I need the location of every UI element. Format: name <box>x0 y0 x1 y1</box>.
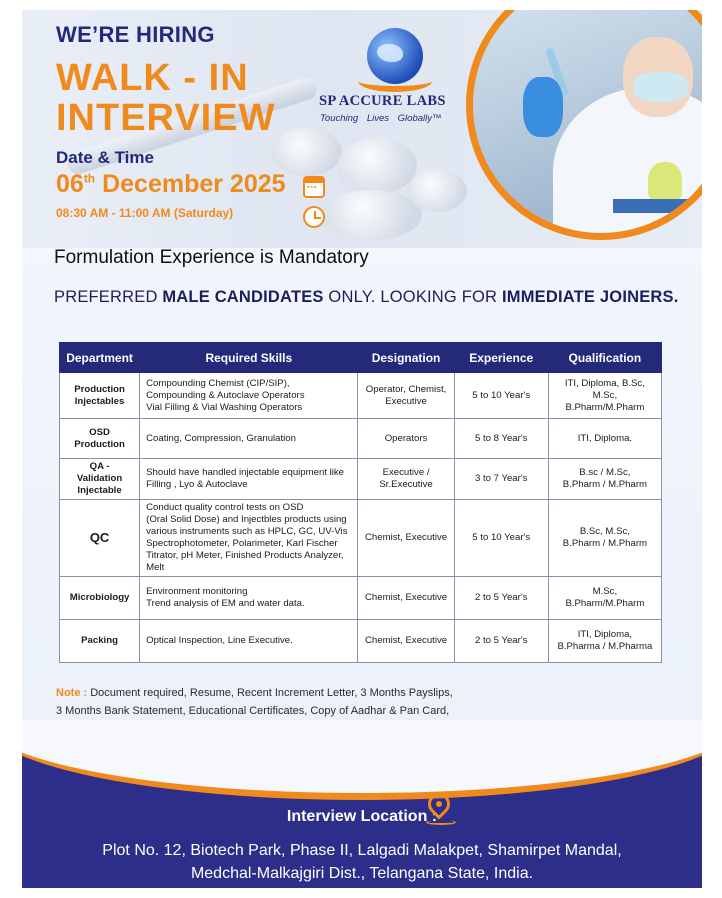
cell-line: B.Sc, M.Sc, <box>579 526 630 537</box>
table-row <box>60 577 662 620</box>
qualification-cell <box>548 373 661 419</box>
cell-line: Should have handled injectable equipment like <box>146 467 345 478</box>
skills-cell <box>140 459 358 500</box>
cell-line: QA - Validation <box>76 461 123 484</box>
cell-line: Executive <box>385 395 427 407</box>
skills-cell <box>140 500 358 577</box>
date-time-label: Date & Time <box>56 148 154 167</box>
cell-line: Compounding & Autoclave Operators <box>146 389 305 401</box>
designation-cell: Operators <box>358 419 454 459</box>
pref-highlight: MALE CANDIDATES <box>162 288 324 306</box>
photo-rack <box>613 199 702 213</box>
header-qualification: Qualification <box>548 343 661 373</box>
cell-line: B.sc / M.Sc, <box>579 467 631 478</box>
cell-line: Vial Filling & Vial Washing Operators <box>146 401 303 413</box>
cell-line: Spectrophotometer, Polarimeter, Karl Fischer <box>146 538 338 549</box>
cell-line: Injectables <box>74 395 125 407</box>
header-department: Department <box>60 343 140 373</box>
cell-line: Injectable <box>77 485 122 496</box>
decorative-tablet <box>337 138 417 194</box>
walk-in-line: WALK - IN <box>56 57 249 99</box>
interview-line: INTERVIEW <box>56 97 276 139</box>
note-line <box>56 684 486 702</box>
cell-line: B.Pharm / M.Pharm <box>562 538 648 549</box>
qualification-cell <box>548 500 661 577</box>
cell-line: Compounding Chemist (CIP/SIP), <box>146 377 290 389</box>
logo-hands-swoosh <box>358 70 432 92</box>
experience-cell: 3 to 7 Year's <box>454 459 548 500</box>
department-cell: Packing <box>60 620 140 663</box>
note-label: Note : <box>56 687 91 699</box>
designation-cell: Chemist, Executive <box>358 500 454 577</box>
qualification-cell <box>548 620 661 663</box>
header-designation: Designation <box>358 343 454 373</box>
address-line-2: Medchal-Malkajgiri Dist., Telangana State, India. <box>190 865 534 882</box>
interview-location-title: Interview Location : <box>286 808 438 825</box>
department-cell: Microbiology <box>60 577 140 620</box>
cell-line: Executive / <box>382 467 430 478</box>
experience-cell: 2 to 5 Year's <box>454 620 548 663</box>
table-row <box>60 620 662 663</box>
interview-date <box>56 170 286 199</box>
experience-cell: 5 to 8 Year's <box>454 419 548 459</box>
skills-cell <box>140 373 358 419</box>
cell-line: M.Sc, B.Pharm/M.Pharm <box>565 389 645 413</box>
photo-glove <box>523 77 563 137</box>
designation-cell <box>358 373 454 419</box>
cell-line: ITI, Diploma, B.Sc, <box>564 377 645 389</box>
cell-line: Filling , Lyo & Autoclave <box>146 479 248 490</box>
qualification-cell <box>548 459 661 500</box>
pin-base-icon <box>426 820 456 825</box>
date-suffix: th <box>83 171 96 186</box>
date-day: 06 <box>56 170 84 198</box>
address-line-1: Plot No. 12, Biotech Park, Phase II, Lalgadi Malakpet, Shamirpet Mandal, <box>102 842 622 859</box>
skills-cell: Coating, Compression, Granulation <box>140 419 358 459</box>
photo-face-mask <box>633 72 688 102</box>
experience-cell: 5 to 10 Year's <box>454 373 548 419</box>
company-tagline: Touching Lives Globally™ <box>320 113 442 124</box>
clock-icon <box>303 206 325 228</box>
designation-cell: Chemist, Executive <box>358 620 454 663</box>
cell-line: Production <box>74 438 125 450</box>
vacancy-table <box>59 342 662 663</box>
pref-highlight: IMMEDIATE JOINERS. <box>501 288 679 306</box>
cell-line: Titrator, pH Meter, Finished Products Analyzer, Melt <box>146 550 344 573</box>
walk-in-title <box>56 58 275 138</box>
preferred-candidates <box>54 288 679 307</box>
hiring-heading: WE’RE HIRING <box>56 22 215 47</box>
cell-line: B.Pharm / M.Pharm <box>562 479 648 490</box>
table-row <box>60 419 662 459</box>
department-cell <box>60 373 140 419</box>
note-line: 3 Months Bank Statement, Educational Certificates, Copy of Aadhar & Pan Card, <box>56 705 450 717</box>
skills-cell <box>140 577 358 620</box>
cell-line: Environment monitoring <box>146 586 248 597</box>
cell-line: OSD <box>89 426 110 438</box>
department-cell <box>60 419 140 459</box>
qualification-cell: M.Sc, B.Pharm/M.Pharm <box>548 577 661 620</box>
cell-line: Sr.Executive <box>379 479 433 490</box>
pref-text: ONLY. LOOKING FOR <box>323 288 502 306</box>
cell-line: various instruments such as HPLC, GC, UV-Vis <box>146 526 348 537</box>
table-row <box>60 459 662 500</box>
header-experience: Experience <box>454 343 548 373</box>
table-row <box>60 500 662 577</box>
cell-line: B.Pharma / M.Pharma <box>557 641 653 652</box>
decorative-tablet <box>272 128 342 176</box>
pref-text: PREFERRED <box>54 288 163 306</box>
cell-line: Trend analysis of EM and water data. <box>146 598 305 609</box>
decorative-tablet <box>407 170 467 212</box>
experience-cell: 5 to 10 Year's <box>454 500 548 577</box>
company-name: SP ACCURE LABS <box>319 93 446 109</box>
cell-line: Operator, Chemist, <box>365 383 447 395</box>
interview-time: 08:30 AM - 11:00 AM (Saturday) <box>56 206 234 220</box>
mandatory-requirement: Formulation Experience is Mandatory <box>54 247 369 268</box>
job-poster <box>22 10 702 888</box>
designation-cell <box>358 459 454 500</box>
calendar-icon <box>303 176 325 198</box>
skills-cell: Optical Inspection, Line Executive. <box>140 620 358 663</box>
photo-flask <box>648 162 682 200</box>
experience-cell: 2 to 5 Year's <box>454 577 548 620</box>
date-month-year: December 2025 <box>95 170 286 198</box>
table-row <box>60 373 662 419</box>
cell-line: Production <box>74 383 125 395</box>
table-header-row <box>60 343 662 373</box>
header-skills: Required Skills <box>140 343 358 373</box>
department-cell: QC <box>60 500 140 577</box>
cell-line: Conduct quality control tests on OSD <box>146 502 304 513</box>
decorative-tablet <box>322 190 422 240</box>
department-cell <box>60 459 140 500</box>
designation-cell: Chemist, Executive <box>358 577 454 620</box>
qualification-cell: ITI, Diploma. <box>548 419 661 459</box>
note-text: Document required, Resume, Recent Increment Letter, 3 Months Payslips, <box>90 687 453 699</box>
cell-line: (Oral Solid Dose) and Injectbles products using <box>146 514 347 525</box>
cell-line: ITI, Diploma, <box>577 629 633 640</box>
